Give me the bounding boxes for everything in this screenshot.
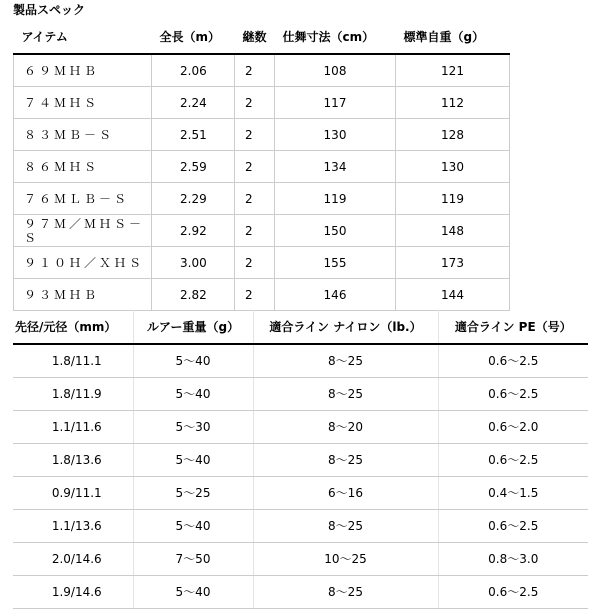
pe-line-cell: 0.6～2.0 <box>438 411 588 444</box>
line-header-row <box>13 310 588 344</box>
header-tip-butt-diameter: 先径/元径（mm） <box>13 310 133 344</box>
weight-cell: 144 <box>396 279 510 311</box>
length-cell: 2.82 <box>152 279 235 311</box>
lure-weight-cell: 5～30 <box>133 411 253 444</box>
diameter-cell: 1.8/11.9 <box>13 378 133 411</box>
table-row <box>14 279 510 311</box>
line-table <box>13 310 588 609</box>
nylon-line-cell: 8～20 <box>253 411 438 444</box>
pieces-cell: 2 <box>235 247 275 279</box>
lure-weight-cell: 5～40 <box>133 378 253 411</box>
pieces-cell: 2 <box>235 215 275 247</box>
pe-line-cell: 0.6～2.5 <box>438 510 588 543</box>
table-row <box>13 444 588 477</box>
table-row <box>14 215 510 247</box>
table-row <box>14 183 510 215</box>
nylon-line-cell: 6～16 <box>253 477 438 510</box>
lure-weight-cell: 5～40 <box>133 576 253 609</box>
header-weight: 標準自重（g） <box>396 20 510 54</box>
header-pieces: 継数 <box>235 20 275 54</box>
header-lure-weight: ルアー重量（g） <box>133 310 253 344</box>
diameter-cell: 1.8/11.1 <box>13 344 133 378</box>
pe-line-cell: 0.6～2.5 <box>438 378 588 411</box>
nylon-line-cell: 10～25 <box>253 543 438 576</box>
length-cell: 3.00 <box>152 247 235 279</box>
table-row <box>14 87 510 119</box>
closed-length-cell: 117 <box>275 87 396 119</box>
spec-table <box>13 20 510 311</box>
item-cell: ９７Ｍ／ＭＨＳ－Ｓ <box>14 215 152 247</box>
pieces-cell: 2 <box>235 151 275 183</box>
diameter-cell: 1.9/14.6 <box>13 576 133 609</box>
length-cell: 2.29 <box>152 183 235 215</box>
nylon-line-cell: 8～25 <box>253 378 438 411</box>
item-cell: ７４ＭＨＳ <box>14 87 152 119</box>
pieces-cell: 2 <box>235 119 275 151</box>
diameter-cell: 1.1/13.6 <box>13 510 133 543</box>
header-item: アイテム <box>14 20 152 54</box>
weight-cell: 112 <box>396 87 510 119</box>
item-cell: ８６ＭＨＳ <box>14 151 152 183</box>
header-closed-length: 仕舞寸法（cm） <box>275 20 396 54</box>
diameter-cell: 1.1/11.6 <box>13 411 133 444</box>
closed-length-cell: 119 <box>275 183 396 215</box>
lure-weight-cell: 5～25 <box>133 477 253 510</box>
nylon-line-cell: 8～25 <box>253 344 438 378</box>
pe-line-cell: 0.6～2.5 <box>438 444 588 477</box>
weight-cell: 128 <box>396 119 510 151</box>
pieces-cell: 2 <box>235 87 275 119</box>
item-cell: ７６ＭＬＢ－Ｓ <box>14 183 152 215</box>
nylon-line-cell: 8～25 <box>253 576 438 609</box>
pieces-cell: 2 <box>235 183 275 215</box>
weight-cell: 130 <box>396 151 510 183</box>
closed-length-cell: 108 <box>275 54 396 87</box>
length-cell: 2.06 <box>152 54 235 87</box>
header-pe-line: 適合ライン PE（号） <box>438 310 588 344</box>
item-cell: ９１０Ｈ／ＸＨＳ <box>14 247 152 279</box>
closed-length-cell: 150 <box>275 215 396 247</box>
weight-cell: 173 <box>396 247 510 279</box>
diameter-cell: 2.0/14.6 <box>13 543 133 576</box>
lure-weight-cell: 7～50 <box>133 543 253 576</box>
lure-weight-cell: 5～40 <box>133 510 253 543</box>
header-nylon-line: 適合ライン ナイロン（lb.） <box>253 310 438 344</box>
pe-line-cell: 0.6～2.5 <box>438 576 588 609</box>
spec-header-row <box>14 20 510 54</box>
length-cell: 2.24 <box>152 87 235 119</box>
section-title: 製品スペック <box>13 3 86 17</box>
closed-length-cell: 130 <box>275 119 396 151</box>
closed-length-cell: 155 <box>275 247 396 279</box>
table-row <box>14 151 510 183</box>
diameter-cell: 0.9/11.1 <box>13 477 133 510</box>
length-cell: 2.51 <box>152 119 235 151</box>
table-row <box>14 247 510 279</box>
length-cell: 2.92 <box>152 215 235 247</box>
table-row <box>13 477 588 510</box>
item-cell: ６９ＭＨＢ <box>14 54 152 87</box>
pieces-cell: 2 <box>235 54 275 87</box>
item-cell: ８３ＭＢ－Ｓ <box>14 119 152 151</box>
closed-length-cell: 146 <box>275 279 396 311</box>
pe-line-cell: 0.8～3.0 <box>438 543 588 576</box>
nylon-line-cell: 8～25 <box>253 444 438 477</box>
item-cell: ９３ＭＨＢ <box>14 279 152 311</box>
table-row <box>13 510 588 543</box>
pe-line-cell: 0.6～2.5 <box>438 344 588 378</box>
length-cell: 2.59 <box>152 151 235 183</box>
table-row <box>14 54 510 87</box>
table-row <box>13 543 588 576</box>
weight-cell: 119 <box>396 183 510 215</box>
lure-weight-cell: 5～40 <box>133 344 253 378</box>
table-row <box>13 344 588 378</box>
header-length: 全長（m） <box>152 20 235 54</box>
pe-line-cell: 0.4～1.5 <box>438 477 588 510</box>
weight-cell: 148 <box>396 215 510 247</box>
diameter-cell: 1.8/13.6 <box>13 444 133 477</box>
table-row <box>14 119 510 151</box>
table-row <box>13 411 588 444</box>
table-row <box>13 378 588 411</box>
table-row <box>13 576 588 609</box>
nylon-line-cell: 8～25 <box>253 510 438 543</box>
weight-cell: 121 <box>396 54 510 87</box>
closed-length-cell: 134 <box>275 151 396 183</box>
lure-weight-cell: 5～40 <box>133 444 253 477</box>
pieces-cell: 2 <box>235 279 275 311</box>
